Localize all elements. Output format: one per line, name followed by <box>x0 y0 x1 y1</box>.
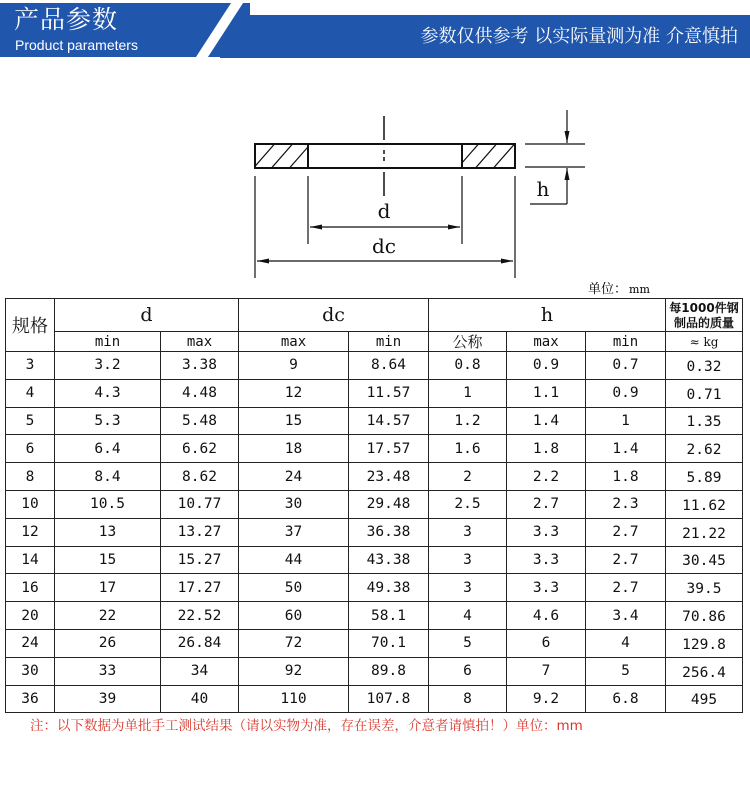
cell-h-min: 5 <box>586 657 666 685</box>
cell-spec: 4 <box>6 379 55 407</box>
cell-dc-max: 24 <box>239 463 349 491</box>
table-row <box>6 629 743 657</box>
cell-h-max: 3.3 <box>507 518 586 546</box>
cell-h-nominal: 1.2 <box>429 407 507 435</box>
cell-mass: 21.22 <box>666 518 743 546</box>
cell-mass: 39.5 <box>666 574 743 602</box>
cell-d-max: 17.27 <box>161 574 239 602</box>
cell-d-max: 6.62 <box>161 435 239 463</box>
cell-d-max: 3.38 <box>161 352 239 380</box>
cell-mass: 0.32 <box>666 352 743 380</box>
cell-d-min: 15 <box>55 546 161 574</box>
cell-dc-min: 107.8 <box>349 685 429 713</box>
cell-h-min: 4 <box>586 629 666 657</box>
header-spec: 规格 <box>6 299 55 352</box>
table-header-row-subs <box>6 332 743 352</box>
page-title: 产品参数 <box>14 5 119 34</box>
cell-h-nominal: 2.5 <box>429 490 507 518</box>
washer-dimension-diagram <box>240 110 600 290</box>
cell-d-max: 4.48 <box>161 379 239 407</box>
cell-d-min: 33 <box>55 657 161 685</box>
table-row <box>6 685 743 713</box>
svg-text:d: d <box>377 199 391 223</box>
cell-d-min: 6.4 <box>55 435 161 463</box>
header-disclaimer: 参数仅供参考 以实际量测为准 介意慎拍 <box>420 26 738 47</box>
cell-h-nominal: 0.8 <box>429 352 507 380</box>
cell-h-max: 1.8 <box>507 435 586 463</box>
cell-h-nominal: 3 <box>429 574 507 602</box>
cell-mass: 70.86 <box>666 602 743 630</box>
cell-d-max: 22.52 <box>161 602 239 630</box>
cell-mass: 30.45 <box>666 546 743 574</box>
cell-h-nominal: 2 <box>429 463 507 491</box>
cell-h-min: 2.7 <box>586 574 666 602</box>
unit-label <box>588 282 650 298</box>
cell-h-max: 1.4 <box>507 407 586 435</box>
cell-mass: 256.4 <box>666 657 743 685</box>
unit-label-unit: mm <box>629 283 650 296</box>
cell-mass: 2.62 <box>666 435 743 463</box>
cell-d-min: 8.4 <box>55 463 161 491</box>
cell-dc-min: 58.1 <box>349 602 429 630</box>
cell-h-max: 4.6 <box>507 602 586 630</box>
cell-dc-min: 11.57 <box>349 379 429 407</box>
cell-h-max: 7 <box>507 657 586 685</box>
table-header-row-groups <box>6 299 743 332</box>
table-row <box>6 546 743 574</box>
cell-dc-min: 49.38 <box>349 574 429 602</box>
cell-mass: 1.35 <box>666 407 743 435</box>
cell-dc-min: 8.64 <box>349 352 429 380</box>
table-row <box>6 518 743 546</box>
cell-d-max: 15.27 <box>161 546 239 574</box>
table-row <box>6 657 743 685</box>
cell-dc-max: 72 <box>239 629 349 657</box>
cell-d-min: 39 <box>55 685 161 713</box>
cell-h-min: 1 <box>586 407 666 435</box>
cell-dc-max: 12 <box>239 379 349 407</box>
cell-h-max: 6 <box>507 629 586 657</box>
cell-h-min: 2.7 <box>586 518 666 546</box>
cell-mass: 11.62 <box>666 490 743 518</box>
svg-text:dc: dc <box>371 234 397 258</box>
cell-h-nominal: 5 <box>429 629 507 657</box>
cell-spec: 10 <box>6 490 55 518</box>
washer-cross-section-icon <box>240 110 600 290</box>
header-dc-min: min <box>349 332 429 352</box>
header-banner <box>0 0 750 58</box>
cell-h-nominal: 1 <box>429 379 507 407</box>
cell-dc-max: 50 <box>239 574 349 602</box>
cell-dc-min: 29.48 <box>349 490 429 518</box>
cell-h-max: 2.2 <box>507 463 586 491</box>
cell-mass: 0.71 <box>666 379 743 407</box>
cell-d-min: 26 <box>55 629 161 657</box>
cell-dc-min: 23.48 <box>349 463 429 491</box>
cell-d-min: 13 <box>55 518 161 546</box>
cell-spec: 5 <box>6 407 55 435</box>
cell-dc-min: 14.57 <box>349 407 429 435</box>
cell-d-max: 8.62 <box>161 463 239 491</box>
cell-dc-min: 70.1 <box>349 629 429 657</box>
header-h-min: min <box>586 332 666 352</box>
table-row <box>6 379 743 407</box>
cell-h-max: 2.7 <box>507 490 586 518</box>
measurement-disclaimer-note: 注：以下数据为单批手工测试结果（请以实物为准，存在误差，介意者请慎拍！）单位：mm <box>30 718 583 734</box>
cell-spec: 16 <box>6 574 55 602</box>
cell-dc-max: 15 <box>239 407 349 435</box>
cell-d-max: 34 <box>161 657 239 685</box>
cell-h-nominal: 1.6 <box>429 435 507 463</box>
header-h-nominal: 公称 <box>429 332 507 352</box>
cell-dc-max: 92 <box>239 657 349 685</box>
header-group-dc: dc <box>239 299 429 332</box>
page-subtitle: Product parameters <box>15 37 138 53</box>
header-mass-unit: ≈ kg <box>666 332 743 352</box>
cell-d-min: 4.3 <box>55 379 161 407</box>
table-row <box>6 602 743 630</box>
table-row <box>6 435 743 463</box>
cell-d-max: 26.84 <box>161 629 239 657</box>
cell-dc-max: 9 <box>239 352 349 380</box>
header-h-max: max <box>507 332 586 352</box>
cell-h-max: 0.9 <box>507 352 586 380</box>
cell-dc-min: 36.38 <box>349 518 429 546</box>
unit-label-prefix: 单位： <box>588 282 628 297</box>
cell-d-min: 17 <box>55 574 161 602</box>
cell-d-min: 10.5 <box>55 490 161 518</box>
cell-h-max: 1.1 <box>507 379 586 407</box>
header-dc-max: max <box>239 332 349 352</box>
table-row <box>6 574 743 602</box>
cell-dc-max: 30 <box>239 490 349 518</box>
spec-table <box>5 298 743 713</box>
cell-spec: 30 <box>6 657 55 685</box>
header-group-d: d <box>55 299 239 332</box>
cell-dc-min: 17.57 <box>349 435 429 463</box>
cell-spec: 20 <box>6 602 55 630</box>
cell-d-max: 13.27 <box>161 518 239 546</box>
header-d-min: min <box>55 332 161 352</box>
cell-dc-max: 110 <box>239 685 349 713</box>
cell-h-min: 3.4 <box>586 602 666 630</box>
cell-d-max: 10.77 <box>161 490 239 518</box>
cell-h-nominal: 4 <box>429 602 507 630</box>
cell-dc-min: 43.38 <box>349 546 429 574</box>
cell-mass: 129.8 <box>666 629 743 657</box>
cell-h-max: 3.3 <box>507 574 586 602</box>
cell-spec: 12 <box>6 518 55 546</box>
header-d-max: max <box>161 332 239 352</box>
svg-text:h: h <box>536 177 550 201</box>
cell-spec: 14 <box>6 546 55 574</box>
cell-h-min: 2.3 <box>586 490 666 518</box>
header-mass: 每1000件钢制品的质量 <box>666 299 743 332</box>
cell-h-min: 1.4 <box>586 435 666 463</box>
cell-d-min: 22 <box>55 602 161 630</box>
cell-h-min: 0.9 <box>586 379 666 407</box>
cell-h-max: 9.2 <box>507 685 586 713</box>
cell-dc-max: 44 <box>239 546 349 574</box>
table-body <box>6 352 743 713</box>
cell-mass: 495 <box>666 685 743 713</box>
cell-d-max: 5.48 <box>161 407 239 435</box>
cell-h-min: 0.7 <box>586 352 666 380</box>
table-row <box>6 407 743 435</box>
cell-spec: 3 <box>6 352 55 380</box>
cell-d-min: 3.2 <box>55 352 161 380</box>
cell-h-max: 3.3 <box>507 546 586 574</box>
cell-h-nominal: 6 <box>429 657 507 685</box>
cell-spec: 8 <box>6 463 55 491</box>
cell-spec: 24 <box>6 629 55 657</box>
table-row <box>6 352 743 380</box>
cell-spec: 6 <box>6 435 55 463</box>
cell-dc-max: 18 <box>239 435 349 463</box>
cell-h-nominal: 3 <box>429 546 507 574</box>
cell-h-min: 1.8 <box>586 463 666 491</box>
cell-d-min: 5.3 <box>55 407 161 435</box>
cell-spec: 36 <box>6 685 55 713</box>
cell-dc-max: 37 <box>239 518 349 546</box>
cell-h-nominal: 3 <box>429 518 507 546</box>
table-row <box>6 463 743 491</box>
cell-d-max: 40 <box>161 685 239 713</box>
cell-h-min: 6.8 <box>586 685 666 713</box>
cell-h-nominal: 8 <box>429 685 507 713</box>
cell-mass: 5.89 <box>666 463 743 491</box>
cell-dc-min: 89.8 <box>349 657 429 685</box>
cell-dc-max: 60 <box>239 602 349 630</box>
cell-h-min: 2.7 <box>586 546 666 574</box>
header-group-h: h <box>429 299 666 332</box>
table-row <box>6 490 743 518</box>
